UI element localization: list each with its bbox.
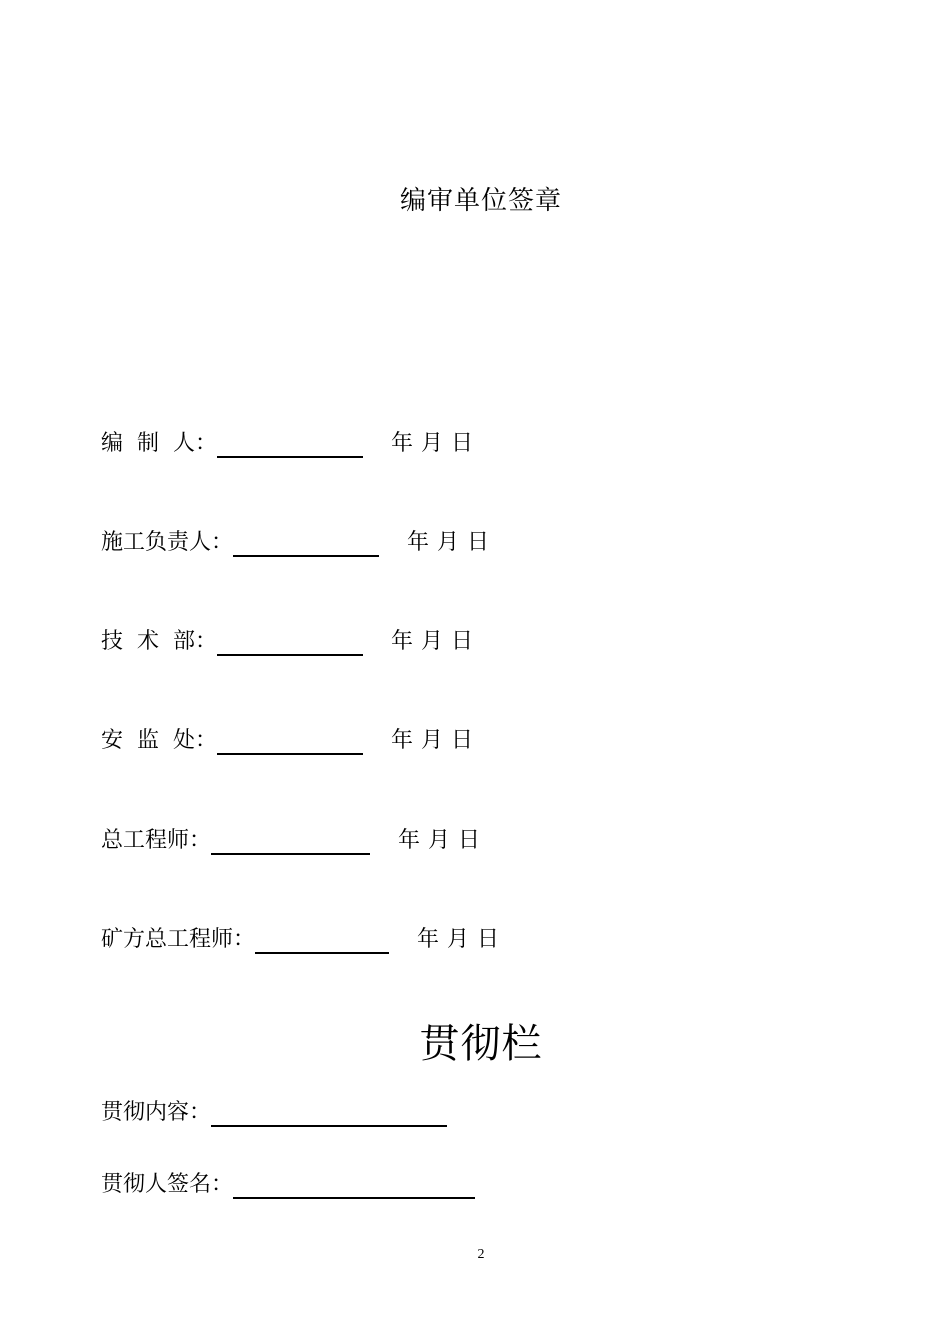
signature-row-construction-lead	[101, 527, 497, 559]
month-label: 月	[428, 828, 451, 853]
signature-line[interactable]	[211, 831, 370, 855]
signature-row-safety-office	[101, 725, 481, 757]
signature-line[interactable]	[233, 533, 379, 557]
year-label: 年	[407, 530, 430, 555]
implementation-signer-row	[101, 1169, 475, 1201]
month-label: 月	[447, 927, 470, 952]
signature-row-tech-dept	[101, 626, 481, 658]
page-title: 编审单位签章	[399, 186, 562, 216]
day-label: 日	[451, 431, 474, 456]
year-label: 年	[390, 629, 413, 654]
implementation-content-row	[101, 1097, 447, 1129]
year-label: 年	[390, 431, 413, 456]
year-label: 年	[398, 828, 421, 853]
signature-line[interactable]	[217, 731, 363, 755]
day-label: 日	[458, 828, 481, 853]
implementation-content-line[interactable]	[211, 1103, 447, 1127]
signature-label: 编 制 人：	[101, 431, 217, 456]
signature-label: 安 监 处：	[101, 728, 217, 753]
month-label: 月	[421, 728, 444, 753]
signature-label: 矿方总工程师：	[101, 927, 256, 952]
month-label: 月	[437, 530, 460, 555]
implementation-signer-label: 贯彻人签名：	[101, 1172, 234, 1197]
signature-row-chief-engineer	[101, 825, 488, 857]
signature-label: 总工程师：	[101, 828, 212, 853]
date-group	[391, 725, 481, 757]
signature-line[interactable]	[255, 930, 389, 954]
signature-row-compiler	[101, 428, 481, 460]
page-number: 2	[477, 1247, 485, 1262]
month-label: 月	[421, 629, 444, 654]
signature-row-mine-chief-engineer	[101, 924, 507, 956]
year-label: 年	[417, 927, 440, 952]
date-group	[417, 924, 507, 956]
day-label: 日	[451, 728, 474, 753]
day-label: 日	[467, 530, 490, 555]
date-group	[398, 825, 488, 857]
date-group	[391, 428, 481, 460]
date-group	[407, 527, 497, 559]
implementation-title: 贯彻栏	[419, 1021, 543, 1067]
year-label: 年	[390, 728, 413, 753]
signature-line[interactable]	[217, 632, 363, 656]
day-label: 日	[477, 927, 500, 952]
month-label: 月	[421, 431, 444, 456]
signature-label: 技 术 部：	[101, 629, 217, 654]
signature-line[interactable]	[217, 434, 363, 458]
date-group	[391, 626, 481, 658]
day-label: 日	[451, 629, 474, 654]
implementation-signer-line[interactable]	[233, 1175, 475, 1199]
implementation-content-label: 贯彻内容：	[101, 1100, 212, 1125]
signature-label: 施工负责人：	[101, 530, 234, 555]
